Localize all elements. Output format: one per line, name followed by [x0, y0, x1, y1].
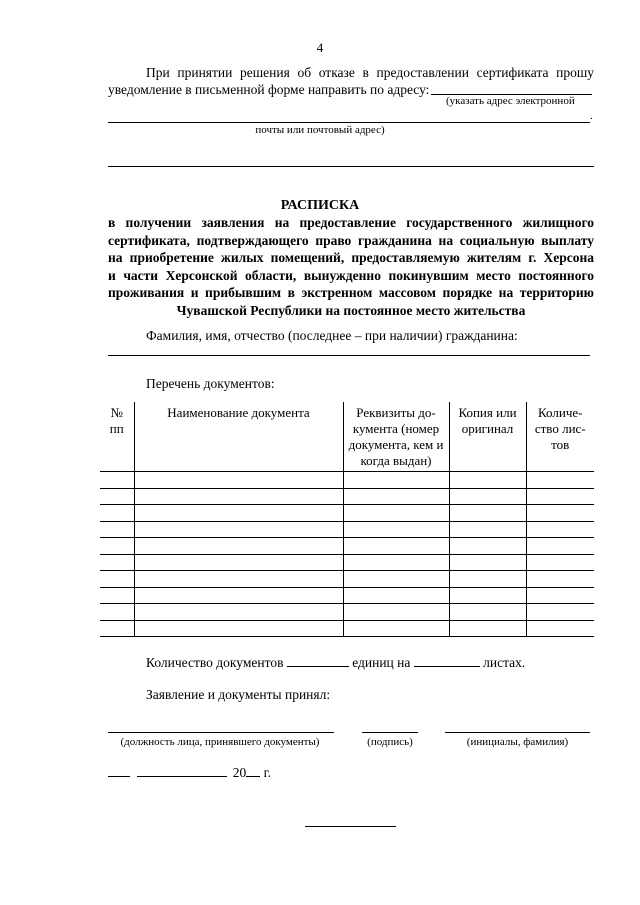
table-cell[interactable]: [343, 505, 449, 522]
table-cell[interactable]: [100, 505, 134, 522]
table-cell[interactable]: [100, 620, 134, 637]
table-cell[interactable]: [100, 521, 134, 538]
table-cell[interactable]: [134, 571, 343, 588]
table-cell[interactable]: [526, 472, 594, 489]
accepted-label: Заявление и документы принял:: [146, 687, 331, 702]
table-cell[interactable]: [134, 554, 343, 571]
table-cell[interactable]: [449, 472, 526, 489]
table-cell[interactable]: [343, 571, 449, 588]
address-dot: .: [590, 110, 593, 122]
table-row: [100, 604, 594, 621]
table-cell[interactable]: [134, 521, 343, 538]
table-cell[interactable]: [449, 571, 526, 588]
table-cell[interactable]: [134, 538, 343, 555]
table-cell[interactable]: [343, 521, 449, 538]
count-label: Количество документов: [146, 655, 284, 670]
sign-caption: (подпись): [367, 736, 413, 748]
table-row: [100, 620, 594, 637]
table-row: [100, 488, 594, 505]
count-docs-blank[interactable]: [287, 654, 349, 667]
receipt-subtitle: [108, 214, 594, 319]
table-row: [100, 554, 594, 571]
name-blank[interactable]: [445, 732, 590, 733]
count-units-label: единиц на: [352, 655, 411, 670]
table-cell[interactable]: [134, 587, 343, 604]
table-row: [100, 571, 594, 588]
date-year-prefix: 20: [232, 765, 247, 780]
list-label: Перечень документов:: [146, 376, 275, 391]
receipt-title: РАСПИСКА: [280, 198, 360, 213]
position-blank[interactable]: [108, 732, 334, 733]
date-year-suffix: г.: [263, 765, 272, 780]
fio-label: Фамилия, имя, отчество (последнее – при наличии) гражданина:: [146, 328, 518, 343]
table-cell[interactable]: [526, 521, 594, 538]
date-month-blank[interactable]: [137, 764, 227, 777]
table-row: [100, 472, 594, 489]
date-day-blank[interactable]: [108, 764, 130, 777]
name-caption: (инициалы, фамилия): [466, 736, 569, 748]
table-row: [100, 587, 594, 604]
count-sheets-label: листах.: [483, 655, 526, 670]
table-cell[interactable]: [449, 538, 526, 555]
header-copy-or-original: Копия или оригинал: [449, 402, 526, 472]
table-cell[interactable]: [343, 472, 449, 489]
table-cell[interactable]: [134, 505, 343, 522]
table-cell[interactable]: [526, 571, 594, 588]
table-cell[interactable]: [449, 554, 526, 571]
table-cell[interactable]: [343, 604, 449, 621]
table-cell[interactable]: [134, 620, 343, 637]
table-row: [100, 538, 594, 555]
table-cell[interactable]: [449, 505, 526, 522]
position-caption: (должность лица, принявшего документы): [120, 736, 320, 748]
subtitle-line: сертификата, подтверждающего право гражданина на социальную выплату: [108, 232, 594, 248]
table-cell[interactable]: [526, 620, 594, 637]
table-row: [100, 505, 594, 522]
count-line: [146, 654, 525, 671]
date-year-blank[interactable]: [246, 764, 260, 777]
subtitle-line: и части Херсонской области, вынужденно покинувшим место постоянного: [108, 267, 594, 283]
subtitle-line: в получении заявления на предоставление государственного жилищного: [108, 215, 594, 230]
refusal-line-1: При принятии решения об отказе в предоставлении сертификата прошу: [146, 65, 594, 80]
fio-blank[interactable]: [108, 355, 590, 356]
address-hint-2: почты или почтовый адрес): [255, 124, 385, 136]
table-cell[interactable]: [134, 604, 343, 621]
documents-table: [100, 402, 594, 637]
table-cell[interactable]: [526, 554, 594, 571]
table-cell[interactable]: [100, 587, 134, 604]
refusal-line-2: [108, 81, 429, 98]
page-number: 4: [316, 40, 324, 55]
table-header-row: [100, 402, 594, 472]
table-cell[interactable]: [449, 604, 526, 621]
date-line: [108, 764, 271, 781]
table-cell[interactable]: [343, 538, 449, 555]
header-document-details: Реквизиты до-кумента (номер документа, кем и когда выдан): [343, 402, 449, 472]
address-hint-1: (указать адрес электронной: [446, 95, 575, 107]
table-cell[interactable]: [526, 488, 594, 505]
table-cell[interactable]: [100, 554, 134, 571]
header-sheet-count: Количе-ство лис-тов: [526, 402, 594, 472]
table-cell[interactable]: [526, 587, 594, 604]
table-cell[interactable]: [449, 521, 526, 538]
subtitle-line: проживания и прибывшим в экстренном массовом порядке на территорию: [108, 285, 594, 300]
header-number: № пп: [100, 402, 134, 472]
table-cell[interactable]: [134, 472, 343, 489]
table-cell[interactable]: [449, 488, 526, 505]
table-cell[interactable]: [343, 587, 449, 604]
table-cell[interactable]: [526, 538, 594, 555]
table-cell[interactable]: [449, 620, 526, 637]
header-document-name: Наименование документа: [134, 402, 343, 472]
sign-blank[interactable]: [362, 732, 418, 733]
table-cell[interactable]: [526, 505, 594, 522]
table-cell[interactable]: [100, 488, 134, 505]
table-cell[interactable]: [343, 620, 449, 637]
table-row: [100, 521, 594, 538]
table-cell[interactable]: [343, 488, 449, 505]
table-cell[interactable]: [100, 538, 134, 555]
subtitle-line: на приобретение жилых помещений, предоставляемую жителям г. Херсона: [108, 250, 594, 265]
table-cell[interactable]: [100, 472, 134, 489]
refusal-line-2-text: уведомление в письменной форме направить по адресу:: [108, 82, 430, 97]
table-cell[interactable]: [343, 554, 449, 571]
table-cell[interactable]: [526, 604, 594, 621]
count-sheets-blank[interactable]: [414, 654, 480, 667]
address-blank-2[interactable]: [108, 122, 590, 123]
address-blank-3[interactable]: [108, 166, 594, 167]
table-cell[interactable]: [134, 488, 343, 505]
table-cell[interactable]: [100, 604, 134, 621]
table-cell[interactable]: [449, 587, 526, 604]
table-cell[interactable]: [100, 571, 134, 588]
footer-rule: [305, 826, 396, 827]
subtitle-line: Чувашской Республики на постоянное место жительства: [176, 302, 526, 318]
